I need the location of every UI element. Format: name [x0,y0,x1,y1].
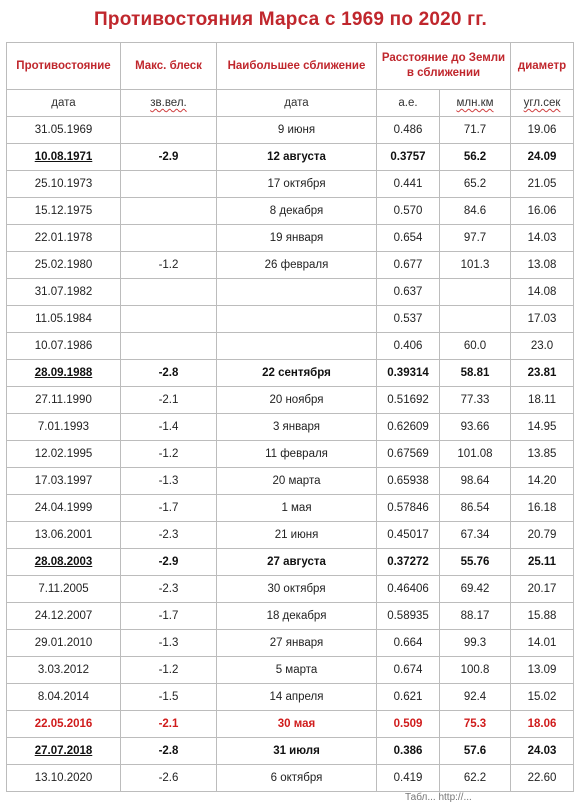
magnitude-cell: -2.8 [121,360,217,387]
diameter-cell: 24.09 [511,144,574,171]
magnitude-cell: -2.3 [121,576,217,603]
opposition-date-cell: 31.07.1982 [7,279,121,306]
distance-au-cell: 0.406 [377,333,440,360]
distance-km-cell: 93.66 [440,414,511,441]
distance-au-cell: 0.664 [377,630,440,657]
distance-km-cell: 100.8 [440,657,511,684]
table-row [7,144,574,171]
unit-approach-date: дата [217,90,377,117]
distance-au-cell: 0.3757 [377,144,440,171]
opposition-date-cell: 8.04.2014 [7,684,121,711]
diameter-cell: 14.01 [511,630,574,657]
approach-date-cell: 18 декабря [217,603,377,630]
distance-au-cell: 0.621 [377,684,440,711]
distance-au-cell: 0.46406 [377,576,440,603]
distance-km-cell: 56.2 [440,144,511,171]
diameter-cell: 24.03 [511,738,574,765]
distance-au-cell: 0.677 [377,252,440,279]
mars-oppositions-table [6,42,574,792]
distance-au-cell: 0.58935 [377,603,440,630]
opposition-date-cell: 12.02.1995 [7,441,121,468]
distance-km-cell: 97.7 [440,225,511,252]
distance-au-cell: 0.537 [377,306,440,333]
header-opposition: Противостояние [7,43,121,90]
unit-ang-sec: угл.сек [511,90,574,117]
diameter-cell: 25.11 [511,549,574,576]
opposition-date-cell: 17.03.1997 [7,468,121,495]
table-row [7,738,574,765]
diameter-cell: 14.95 [511,414,574,441]
header-distance: Расстояние до Земли в сближении [377,43,511,90]
opposition-date-cell: 15.12.1975 [7,198,121,225]
distance-km-cell: 67.34 [440,522,511,549]
page-title: Противостояния Марса с 1969 по 2020 гг. [94,9,487,30]
magnitude-cell: -2.9 [121,144,217,171]
approach-date-cell: 9 июня [217,117,377,144]
opposition-date-cell: 22.05.2016 [7,711,121,738]
unit-magnitude: зв.вел. [121,90,217,117]
opposition-date-cell: 24.04.1999 [7,495,121,522]
table-row [7,441,574,468]
magnitude-cell: -2.6 [121,765,217,792]
opposition-date-cell: 24.12.2007 [7,603,121,630]
unit-date: дата [7,90,121,117]
magnitude-cell: -2.1 [121,387,217,414]
table-row [7,468,574,495]
magnitude-cell: -1.7 [121,495,217,522]
magnitude-cell: -2.9 [121,549,217,576]
distance-km-cell [440,279,511,306]
distance-au-cell: 0.45017 [377,522,440,549]
approach-date-cell: 20 ноября [217,387,377,414]
opposition-date-cell: 10.07.1986 [7,333,121,360]
header-diameter: диаметр [511,43,574,90]
distance-km-cell: 86.54 [440,495,511,522]
table-row [7,252,574,279]
magnitude-cell: -1.3 [121,468,217,495]
magnitude-cell: -1.4 [121,414,217,441]
diameter-cell: 23.81 [511,360,574,387]
distance-au-cell: 0.37272 [377,549,440,576]
magnitude-cell [121,225,217,252]
approach-date-cell: 26 февраля [217,252,377,279]
opposition-date-cell: 13.06.2001 [7,522,121,549]
diameter-cell: 13.85 [511,441,574,468]
table-row [7,657,574,684]
table-body [7,117,574,792]
magnitude-cell: -1.2 [121,441,217,468]
distance-au-cell: 0.570 [377,198,440,225]
distance-km-cell: 58.81 [440,360,511,387]
approach-date-cell: 20 марта [217,468,377,495]
diameter-cell: 16.06 [511,198,574,225]
diameter-cell: 14.03 [511,225,574,252]
diameter-cell: 13.08 [511,252,574,279]
approach-date-cell: 22 сентября [217,360,377,387]
approach-date-cell: 27 января [217,630,377,657]
approach-date-cell: 6 октября [217,765,377,792]
approach-date-cell: 14 апреля [217,684,377,711]
units-row [7,90,574,117]
table-row [7,279,574,306]
table-row [7,198,574,225]
opposition-date-cell: 27.07.2018 [7,738,121,765]
approach-date-cell: 17 октября [217,171,377,198]
magnitude-cell: -1.7 [121,603,217,630]
distance-km-cell: 84.6 [440,198,511,225]
table-row [7,765,574,792]
distance-km-cell: 57.6 [440,738,511,765]
table-row [7,684,574,711]
distance-km-cell: 77.33 [440,387,511,414]
table-row [7,603,574,630]
distance-au-cell: 0.654 [377,225,440,252]
approach-date-cell: 30 октября [217,576,377,603]
source-caption: Табл... http://... [405,792,472,803]
opposition-date-cell: 31.05.1969 [7,117,121,144]
distance-km-cell: 55.76 [440,549,511,576]
opposition-date-cell: 25.10.1973 [7,171,121,198]
opposition-date-cell: 25.02.1980 [7,252,121,279]
approach-date-cell: 27 августа [217,549,377,576]
diameter-cell: 18.06 [511,711,574,738]
opposition-date-cell: 11.05.1984 [7,306,121,333]
diameter-cell: 17.03 [511,306,574,333]
diameter-cell: 14.20 [511,468,574,495]
diameter-cell: 22.60 [511,765,574,792]
magnitude-cell: -1.5 [121,684,217,711]
distance-km-cell: 101.3 [440,252,511,279]
distance-km-cell: 92.4 [440,684,511,711]
table-row [7,117,574,144]
distance-au-cell: 0.65938 [377,468,440,495]
diameter-cell: 15.02 [511,684,574,711]
diameter-cell: 20.17 [511,576,574,603]
opposition-date-cell: 7.11.2005 [7,576,121,603]
approach-date-cell: 8 декабря [217,198,377,225]
approach-date-cell: 5 марта [217,657,377,684]
distance-km-cell: 62.2 [440,765,511,792]
distance-au-cell: 0.62609 [377,414,440,441]
magnitude-cell [121,117,217,144]
opposition-date-cell: 29.01.2010 [7,630,121,657]
distance-au-cell: 0.674 [377,657,440,684]
approach-date-cell: 21 июня [217,522,377,549]
table-row [7,711,574,738]
distance-km-cell: 71.7 [440,117,511,144]
approach-date-cell: 19 января [217,225,377,252]
approach-date-cell: 3 января [217,414,377,441]
header-max-brightness: Макс. блеск [121,43,217,90]
distance-km-cell: 60.0 [440,333,511,360]
opposition-date-cell: 22.01.1978 [7,225,121,252]
approach-date-cell: 30 мая [217,711,377,738]
distance-au-cell: 0.39314 [377,360,440,387]
opposition-date-cell: 27.11.1990 [7,387,121,414]
opposition-date-cell: 3.03.2012 [7,657,121,684]
magnitude-cell [121,198,217,225]
table-row [7,225,574,252]
table-row [7,171,574,198]
table-row [7,414,574,441]
diameter-cell: 21.05 [511,171,574,198]
distance-km-cell: 99.3 [440,630,511,657]
magnitude-cell: -1.2 [121,252,217,279]
approach-date-cell: 12 августа [217,144,377,171]
approach-date-cell [217,279,377,306]
distance-au-cell: 0.51692 [377,387,440,414]
distance-au-cell: 0.509 [377,711,440,738]
magnitude-cell: -1.3 [121,630,217,657]
diameter-cell: 18.11 [511,387,574,414]
diameter-cell: 15.88 [511,603,574,630]
opposition-date-cell: 28.08.2003 [7,549,121,576]
distance-km-cell: 69.42 [440,576,511,603]
table-row [7,630,574,657]
magnitude-cell [121,279,217,306]
magnitude-cell [121,171,217,198]
table-row [7,360,574,387]
approach-date-cell: 31 июля [217,738,377,765]
diameter-cell: 19.06 [511,117,574,144]
distance-au-cell: 0.441 [377,171,440,198]
distance-km-cell [440,306,511,333]
distance-au-cell: 0.486 [377,117,440,144]
magnitude-cell: -2.1 [121,711,217,738]
magnitude-cell: -2.3 [121,522,217,549]
diameter-cell: 13.09 [511,657,574,684]
opposition-date-cell: 13.10.2020 [7,765,121,792]
distance-km-cell: 101.08 [440,441,511,468]
table-row [7,549,574,576]
table-row [7,387,574,414]
header-row [7,43,574,90]
distance-km-cell: 98.64 [440,468,511,495]
distance-au-cell: 0.419 [377,765,440,792]
diameter-cell: 20.79 [511,522,574,549]
table-row [7,576,574,603]
approach-date-cell: 1 мая [217,495,377,522]
magnitude-cell: -1.2 [121,657,217,684]
magnitude-cell [121,333,217,360]
distance-km-cell: 88.17 [440,603,511,630]
opposition-date-cell: 10.08.1971 [7,144,121,171]
table-row [7,306,574,333]
diameter-cell: 16.18 [511,495,574,522]
distance-km-cell: 65.2 [440,171,511,198]
approach-date-cell: 11 февраля [217,441,377,468]
opposition-date-cell: 7.01.1993 [7,414,121,441]
diameter-cell: 23.0 [511,333,574,360]
distance-au-cell: 0.67569 [377,441,440,468]
distance-km-cell: 75.3 [440,711,511,738]
table-row [7,333,574,360]
approach-date-cell [217,306,377,333]
approach-date-cell [217,333,377,360]
table-row [7,495,574,522]
distance-au-cell: 0.637 [377,279,440,306]
unit-au: а.е. [377,90,440,117]
unit-mln-km: млн.км [440,90,511,117]
distance-au-cell: 0.57846 [377,495,440,522]
table-row [7,522,574,549]
opposition-date-cell: 28.09.1988 [7,360,121,387]
distance-au-cell: 0.386 [377,738,440,765]
magnitude-cell: -2.8 [121,738,217,765]
header-closest-approach: Наибольшее сближение [217,43,377,90]
diameter-cell: 14.08 [511,279,574,306]
magnitude-cell [121,306,217,333]
